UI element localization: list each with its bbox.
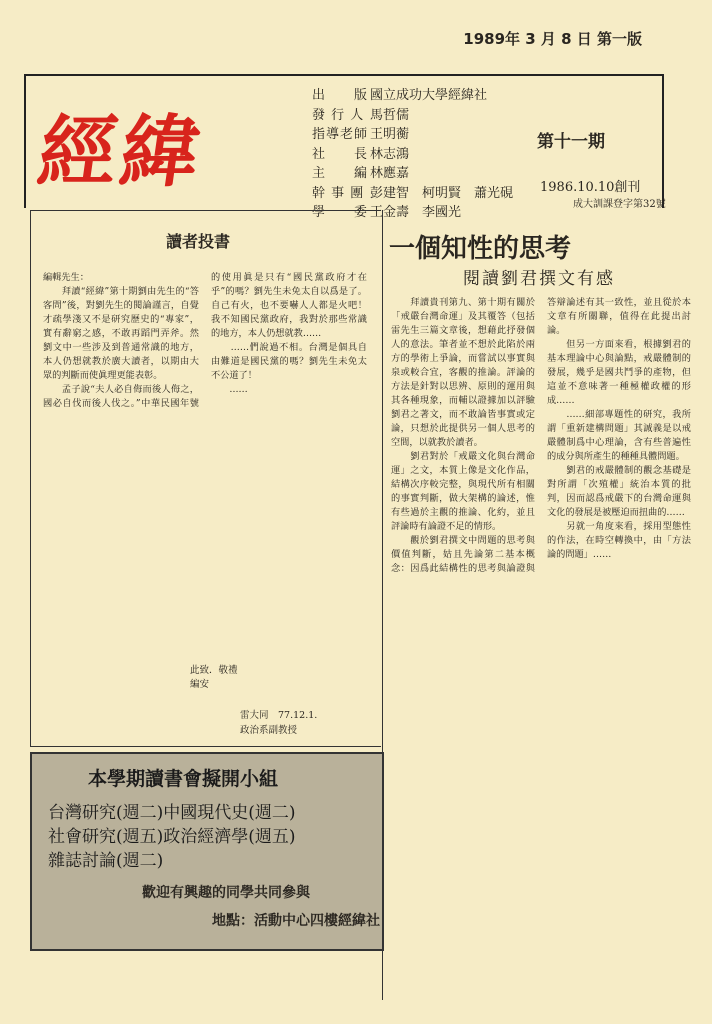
staff-list bbox=[312, 86, 513, 223]
staff-row bbox=[312, 106, 513, 126]
founded-date: 1986.10.10創刊 bbox=[540, 180, 641, 195]
staff-name: 彭建智 柯明賢 蕭光硯 bbox=[370, 185, 514, 201]
location-text: 地點：活動中心四樓經緯社 bbox=[212, 913, 380, 929]
article-subtitle: 閱讀劉君撰文有感 bbox=[463, 269, 615, 289]
staff-role: 發 行 人 bbox=[312, 107, 365, 123]
staff-name: 國立成功大學經緯社 bbox=[370, 88, 488, 103]
main-article bbox=[382, 210, 699, 1000]
study-group-title: 本學期讀書會擬開小組 bbox=[88, 768, 279, 790]
staff-name: 王金壽 李國光 bbox=[370, 205, 462, 220]
staff-role: 主 編 bbox=[312, 166, 369, 181]
reader-letter-heading: 讀者投書 bbox=[166, 232, 231, 251]
study-group-notice bbox=[30, 752, 384, 951]
letter-signature bbox=[240, 708, 317, 738]
study-group-line: 社會研究(週五)政治經濟學(週五) bbox=[48, 827, 296, 847]
staff-role: 指導老師 bbox=[312, 127, 369, 142]
staff-row bbox=[312, 125, 513, 145]
staff-row bbox=[312, 145, 513, 165]
newspaper-logo: 經緯 bbox=[32, 107, 210, 198]
registration-number: 成大訓課登字第32號 bbox=[573, 199, 666, 210]
staff-name: 林志鴻 bbox=[370, 146, 410, 162]
signature-affiliation: 政治系副教授 bbox=[240, 725, 298, 736]
date-edition: 1989年 3 月 8 日 第一版 bbox=[463, 30, 642, 48]
issue-number: 第十一期 bbox=[537, 132, 605, 152]
staff-name: 王明蘅 bbox=[370, 127, 410, 142]
article-title: 一個知性的思考 bbox=[389, 234, 572, 264]
staff-row bbox=[312, 164, 513, 184]
study-group-line: 雜誌討論(週二) bbox=[48, 851, 164, 871]
reader-letter-body: 編輯先生： 拜讀“經緯”第十期劉由先生的“答客問”後，對劉先生的閱論謹言，自覺才疏學淺又不是研究歷史的“專家”，實有辭窮之感，不敢再蹈門弄斧。然劉文中一些涉及到普通常識的地方，本人仍想就教於廣大讀者，以期由大眾的判斷而使眞理更能表彰。 孟子說“夫人必自侮而後人侮之，國必自伐而後人伐之。”中華民國年號的使用眞是只有“國民黨政府才在乎”的嗎？劉先生未免太自以爲是了。自己有火，也不要嚇人人都是火吧！我不知國民黨政府，我對於那些常識的地方，本人仍想就教…… ……們說過不相。台灣是個具自由難道是國民黨的嗎？劉先生未免太不公道了！ …… bbox=[43, 272, 367, 409]
staff-role: 社 長 bbox=[312, 146, 369, 162]
staff-name: 馬哲儒 bbox=[370, 107, 410, 123]
staff-row bbox=[312, 86, 513, 106]
staff-role: 幹 事 團 bbox=[312, 185, 365, 201]
letter-closing: 此致．敬禮 編安 bbox=[190, 665, 238, 690]
staff-name: 林應嘉 bbox=[370, 166, 410, 181]
article-body: 拜讀貴刊第九、第十期有關於「戒嚴台灣命運」及其覆答（包括雷先生三篇文章後，想藉此抒發個人的意法。筆者並不想於此陷於兩方的學術上爭論，而嘗試以事實與泉或較合宜，客觀的推論。評論的方法是針對以思辨、原則的運用與其各種現象，而輔以證據加以評驗劉君之著文，而不敢論皆事實或定論，只想於此提供另一個人思考的空間，以就教於讀者。 劉君對於「戒嚴文化與台灣命運」之文，本質上像是文化作品，結構次序較完整，與現代所有相關的事實判斷，做大架構的論述，惟有些過於主觀的推論、化約，並且評論時有論證不足的情形。 觀於劉君撰文中問題的思考與價值判斷，姑且先論第二基本概念：因爲此結構性的思考與論證與答辯論述有其一致性，並且從於本文章有所關聯，值得在此提出討論。 但另一方面來看，根據劉君的基本理論中心與論點，戒嚴體制的發展，幾乎是國共鬥爭的產物，但這並不意味著一種極權政權的形成…… ……細部專題性的研究，我所謂「重新建構問題」其誠義是以戒嚴體制爲中心理論，含有些普遍性的成分與所產生的種種具體問題。 劉君的戒嚴體制的觀念基礎是對所謂「次殖權」統治本質的批判，因而認爲戒嚴下的台灣命運與文化的發展是被壓迫而扭曲的…… 另就一角度來看，採用型態性的作法，在時空轉換中，由「方法論的問題」…… bbox=[391, 297, 691, 574]
staff-role: 出 版 bbox=[312, 88, 369, 103]
staff-role: 學 委 bbox=[312, 205, 369, 220]
welcome-text: 歡迎有興趣的同學共同參與 bbox=[142, 885, 310, 901]
signature-name: 雷大同 77.12.1. bbox=[240, 710, 318, 721]
staff-row bbox=[312, 184, 513, 204]
study-group-line: 台灣研究(週二)中國現代史(週二) bbox=[48, 803, 296, 823]
